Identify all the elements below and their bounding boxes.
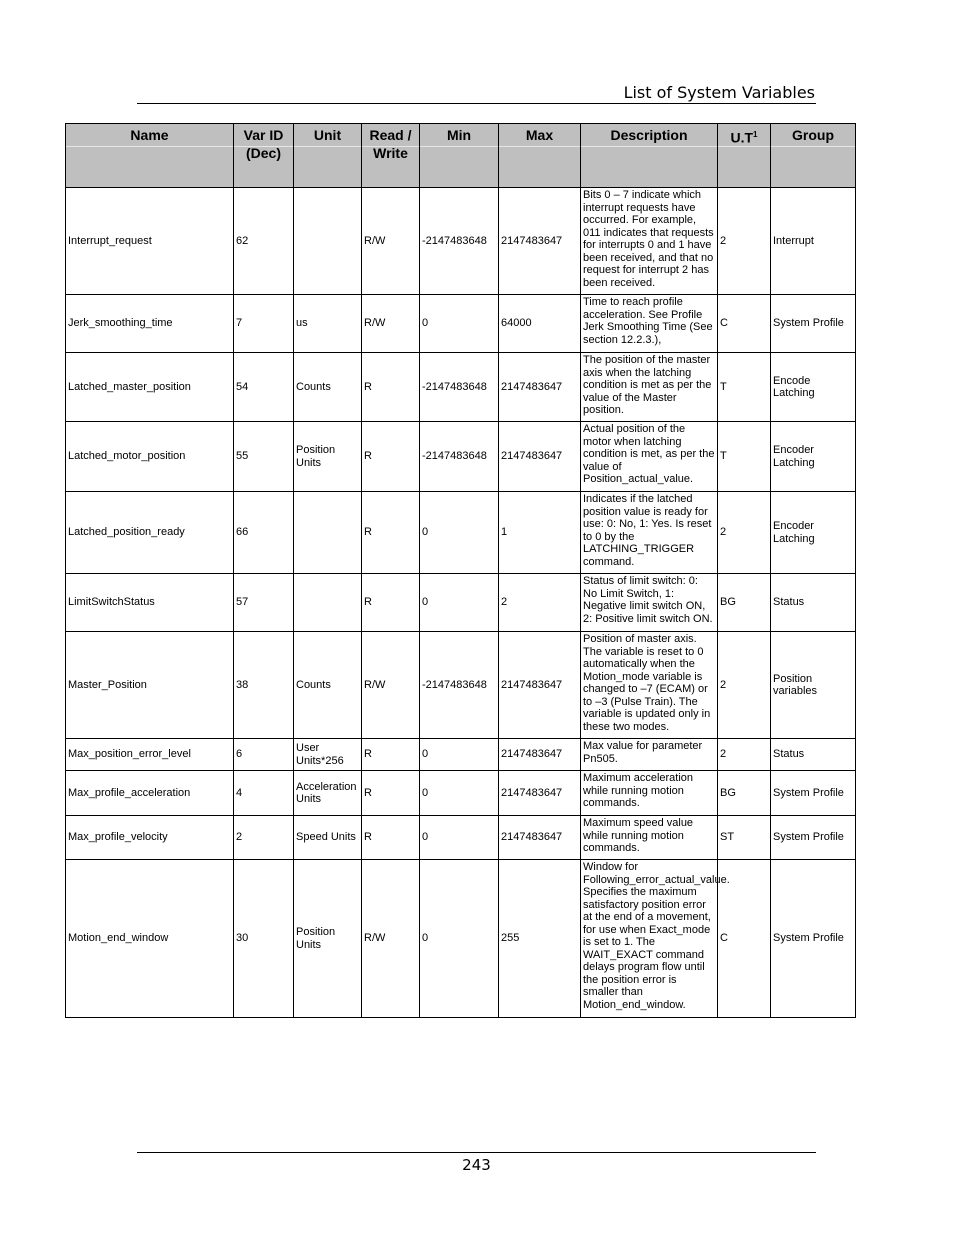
- cell-max: 2147483647: [499, 422, 581, 492]
- column-header-group: Group: [771, 124, 856, 188]
- header-rule: [137, 103, 816, 104]
- cell-name: Interrupt_request: [66, 188, 234, 295]
- cell-max: 2147483647: [499, 353, 581, 422]
- cell-description: Bits 0 – 7 indicate which interrupt requests have occurred. For example, 011 indicates that requests for interrupts 0 and 1 have been received, and that no request for interrupt 2 has been received.: [581, 188, 718, 295]
- column-header-min: Min: [420, 124, 499, 188]
- cell-group: Encoder Latching: [771, 492, 856, 574]
- cell-ut: C: [718, 295, 771, 353]
- cell-rw: R/W: [362, 860, 420, 1018]
- cell-name: Latched_master_position: [66, 353, 234, 422]
- cell-rw: R/W: [362, 295, 420, 353]
- cell-unit: Position Units: [294, 422, 362, 492]
- cell-min: 0: [420, 574, 499, 632]
- system-variables-table: [65, 123, 856, 1018]
- footer-rule: [137, 1152, 816, 1153]
- cell-max: 1: [499, 492, 581, 574]
- cell-min: 0: [420, 739, 499, 771]
- cell-name: Motion_end_window: [66, 860, 234, 1018]
- ut-label: U.T: [730, 129, 754, 146]
- cell-name: Jerk_smoothing_time: [66, 295, 234, 353]
- cell-description: Position of master axis. The variable is reset to 0 automatically when the Motion_mode variable is changed to –7 (ECAM) or to –3 (Pulse Train). The variable is updated only in these two modes.: [581, 632, 718, 739]
- cell-min: -2147483648: [420, 632, 499, 739]
- page-number: 243: [462, 1156, 491, 1174]
- cell-unit: [294, 574, 362, 632]
- cell-group: Encode Latching: [771, 353, 856, 422]
- cell-var-id: 55: [234, 422, 294, 492]
- cell-name: Max_position_error_level: [66, 739, 234, 771]
- cell-name: Max_profile_velocity: [66, 816, 234, 860]
- cell-var-id: 57: [234, 574, 294, 632]
- table-row: [66, 860, 856, 1018]
- table-row: [66, 574, 856, 632]
- cell-var-id: 62: [234, 188, 294, 295]
- table-row: [66, 816, 856, 860]
- cell-ut: BG: [718, 574, 771, 632]
- cell-var-id: 4: [234, 771, 294, 816]
- cell-min: 0: [420, 860, 499, 1018]
- table-row: [66, 632, 856, 739]
- column-header-ut: [718, 124, 771, 188]
- cell-group: System Profile: [771, 295, 856, 353]
- cell-ut: 2: [718, 492, 771, 574]
- cell-ut: BG: [718, 771, 771, 816]
- table-row: [66, 295, 856, 353]
- cell-var-id: 6: [234, 739, 294, 771]
- table-row: [66, 492, 856, 574]
- cell-min: 0: [420, 816, 499, 860]
- cell-unit: us: [294, 295, 362, 353]
- table-body: [66, 188, 856, 1018]
- column-header-max: Max: [499, 124, 581, 188]
- column-header-unit: Unit: [294, 124, 362, 188]
- cell-group: Status: [771, 574, 856, 632]
- cell-unit: Speed Units: [294, 816, 362, 860]
- cell-rw: R: [362, 739, 420, 771]
- cell-var-id: 66: [234, 492, 294, 574]
- cell-name: LimitSwitchStatus: [66, 574, 234, 632]
- cell-group: System Profile: [771, 771, 856, 816]
- cell-rw: R: [362, 422, 420, 492]
- cell-unit: [294, 188, 362, 295]
- cell-ut: T: [718, 353, 771, 422]
- cell-ut: 2: [718, 739, 771, 771]
- table-row: [66, 422, 856, 492]
- cell-rw: R: [362, 353, 420, 422]
- table-row: [66, 739, 856, 771]
- cell-ut: 2: [718, 188, 771, 295]
- cell-description: Time to reach profile acceleration. See Profile Jerk Smoothing Time (See section 12.2.3.),: [581, 295, 718, 353]
- cell-min: -2147483648: [420, 422, 499, 492]
- cell-group: Status: [771, 739, 856, 771]
- table-row: [66, 188, 856, 295]
- cell-description: Indicates if the latched position value is ready for use: 0: No, 1: Yes. Is reset to 0 by the LATCHING_TRIGGER command.: [581, 492, 718, 574]
- cell-rw: R: [362, 816, 420, 860]
- cell-ut: C: [718, 860, 771, 1018]
- cell-max: 2147483647: [499, 739, 581, 771]
- cell-unit: Counts: [294, 632, 362, 739]
- cell-name: Latched_motor_position: [66, 422, 234, 492]
- column-header-name: Name: [66, 124, 234, 188]
- cell-min: -2147483648: [420, 188, 499, 295]
- cell-var-id: 2: [234, 816, 294, 860]
- cell-description: The position of the master axis when the latching condition is met as per the value of the Master position.: [581, 353, 718, 422]
- cell-max: 2147483647: [499, 632, 581, 739]
- cell-max: 2147483647: [499, 188, 581, 295]
- cell-var-id: 30: [234, 860, 294, 1018]
- cell-description: Maximum acceleration while running motion commands.: [581, 771, 718, 816]
- column-header-description: Description: [581, 124, 718, 188]
- cell-unit: User Units*256: [294, 739, 362, 771]
- cell-max: 2: [499, 574, 581, 632]
- cell-max: 64000: [499, 295, 581, 353]
- table-row: [66, 771, 856, 816]
- cell-rw: R: [362, 574, 420, 632]
- cell-min: 0: [420, 295, 499, 353]
- column-header-read-write: Read / Write: [362, 124, 420, 188]
- column-header-var-id: Var ID (Dec): [234, 124, 294, 188]
- table-row: [66, 353, 856, 422]
- cell-var-id: 38: [234, 632, 294, 739]
- cell-name: Master_Position: [66, 632, 234, 739]
- cell-description: Actual position of the motor when latching condition is met, as per the value of Position_actual_value.: [581, 422, 718, 492]
- cell-min: -2147483648: [420, 353, 499, 422]
- cell-group: System Profile: [771, 816, 856, 860]
- cell-unit: Position Units: [294, 860, 362, 1018]
- cell-description: Status of limit switch: 0: No Limit Switch, 1: Negative limit switch ON, 2: Positive limit switch ON.: [581, 574, 718, 632]
- cell-description: Window for Following_error_actual_value. Specifies the maximum satisfactory position error at the end of a movement, for use when Exact_mode is set to 1. The WAIT_EXACT command delays program flow until the position error is smaller than Motion_end_window.: [581, 860, 718, 1018]
- cell-rw: R/W: [362, 188, 420, 295]
- cell-min: 0: [420, 492, 499, 574]
- cell-ut: T: [718, 422, 771, 492]
- cell-max: 2147483647: [499, 816, 581, 860]
- cell-unit: Counts: [294, 353, 362, 422]
- cell-max: 255: [499, 860, 581, 1018]
- cell-rw: R/W: [362, 632, 420, 739]
- cell-description: Max value for parameter Pn505.: [581, 739, 718, 771]
- cell-var-id: 7: [234, 295, 294, 353]
- cell-group: Interrupt: [771, 188, 856, 295]
- cell-unit: [294, 492, 362, 574]
- cell-ut: 2: [718, 632, 771, 739]
- cell-max: 2147483647: [499, 771, 581, 816]
- ut-footnote-marker: 1: [753, 130, 758, 139]
- cell-group: System Profile: [771, 860, 856, 1018]
- cell-group: Position variables: [771, 632, 856, 739]
- cell-ut: ST: [718, 816, 771, 860]
- cell-group: Encoder Latching: [771, 422, 856, 492]
- cell-name: Latched_position_ready: [66, 492, 234, 574]
- cell-description: Maximum speed value while running motion commands.: [581, 816, 718, 860]
- cell-var-id: 54: [234, 353, 294, 422]
- cell-rw: R: [362, 771, 420, 816]
- table-header-row: [66, 124, 856, 188]
- running-header-title: List of System Variables: [623, 83, 815, 102]
- cell-rw: R: [362, 492, 420, 574]
- cell-name: Max_profile_acceleration: [66, 771, 234, 816]
- cell-min: 0: [420, 771, 499, 816]
- cell-unit: Acceleration Units: [294, 771, 362, 816]
